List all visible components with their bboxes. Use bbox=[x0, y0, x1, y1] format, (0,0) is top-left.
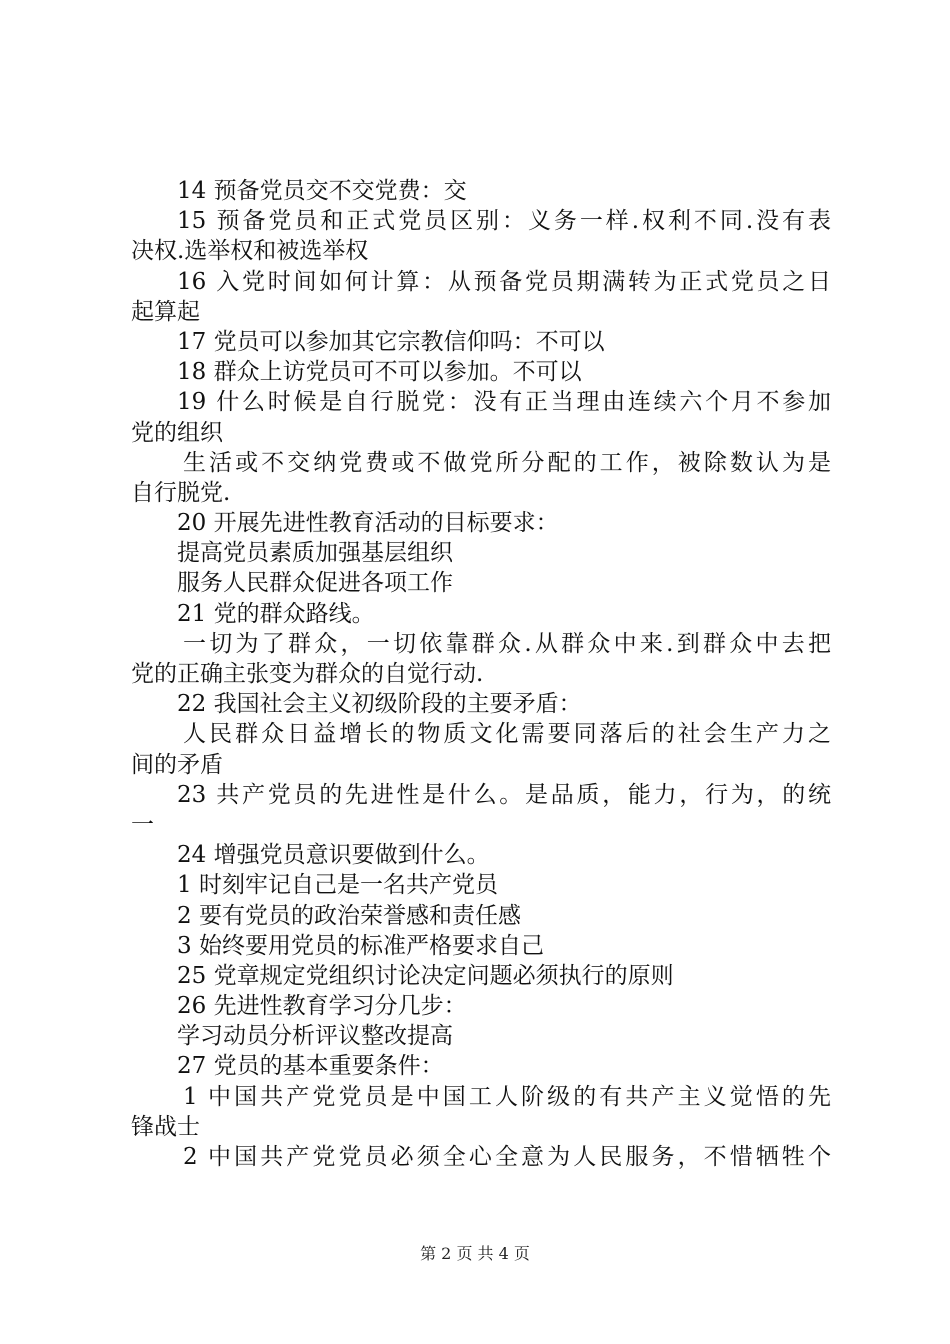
text-line: 间的矛盾 bbox=[131, 751, 223, 778]
text-line: 24 增强党员意识要做到什么。 bbox=[177, 842, 490, 869]
text-line: 18 群众上访党员可不可以参加。不可以 bbox=[177, 359, 582, 386]
text-line: 起算起 bbox=[131, 298, 200, 325]
text-line: 2 中国共产党党员必须全心全意为人民服务，不惜牺牲个 bbox=[183, 1144, 831, 1170]
text-line: 党的组织 bbox=[131, 419, 223, 446]
text-line: 23 共产党员的先进性是什么。是品质，能力，行为，的统 bbox=[177, 781, 831, 808]
text-line: 19 什么时候是自行脱党：没有正当理由连续六个月不参加 bbox=[177, 389, 831, 416]
page-footer: 第 2 页 共 4 页 bbox=[420, 1244, 530, 1263]
text-line: 17 党员可以参加其它宗教信仰吗：不可以 bbox=[177, 328, 605, 355]
text-line: 3 始终要用党员的标准严格要求自己 bbox=[177, 932, 544, 959]
text-line: 党的正确主张变为群众的自觉行动. bbox=[131, 661, 484, 687]
document-body bbox=[131, 176, 831, 1172]
text-line: 1 中国共产党党员是中国工人阶级的有共产主义觉悟的先 bbox=[183, 1083, 831, 1110]
text-line: 人民群众日益增长的物质文化需要同落后的社会生产力之 bbox=[183, 721, 831, 748]
text-line: 自行脱党. bbox=[131, 479, 231, 506]
text-line: 15 预备党员和正式党员区别：义务一样.权利不同.没有表 bbox=[177, 208, 831, 235]
text-line: 服务人民群众促进各项工作 bbox=[177, 570, 453, 597]
text-line: 提高党员素质加强基层组织 bbox=[177, 540, 453, 567]
text-line: 学习动员分析评议整改提高 bbox=[177, 1023, 453, 1050]
text-line: 生活或不交纳党费或不做党所分配的工作，被除数认为是 bbox=[183, 449, 831, 476]
text-line: 26 先进性教育学习分几步： bbox=[177, 993, 467, 1020]
text-line: 21 党的群众路线。 bbox=[177, 600, 375, 627]
text-line: 25 党章规定党组织讨论决定问题必须执行的原则 bbox=[177, 962, 674, 989]
text-line: 1 时刻牢记自己是一名共产党员 bbox=[177, 872, 498, 899]
text-line: 20 开展先进性教育活动的目标要求： bbox=[177, 510, 559, 537]
text-line: 27 党员的基本重要条件： bbox=[177, 1053, 444, 1080]
text-line: 锋战士 bbox=[131, 1113, 200, 1140]
text-line: 22 我国社会主义初级阶段的主要矛盾： bbox=[177, 691, 582, 718]
text-line: 一切为了群众，一切依靠群众.从群众中来.到群众中去把 bbox=[183, 630, 831, 657]
text-line: 决权.选举权和被选举权 bbox=[131, 238, 369, 265]
text-line: 2 要有党员的政治荣誉感和责任感 bbox=[177, 902, 521, 929]
text-line: 一 bbox=[131, 811, 154, 838]
text-line: 16 入党时间如何计算：从预备党员期满转为正式党员之日 bbox=[177, 268, 831, 295]
text-line: 14 预备党员交不交党费：交 bbox=[177, 178, 467, 204]
